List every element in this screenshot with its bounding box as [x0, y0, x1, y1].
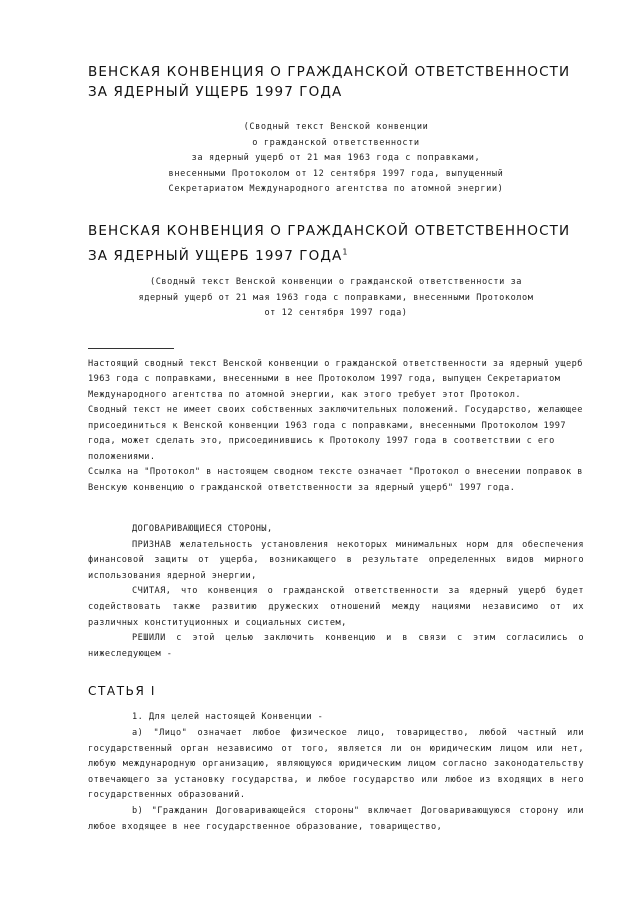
footnote-paragraph: Ссылка на "Протокол" в настоящем сводном тексте означает "Протокол о внесении поправок в Венскую конвенцию о гражданской ответственности за ядерный ущерб" 1997 года. [88, 467, 583, 493]
document-subtitle-line-4: внесенными Протоколом от 12 сентября 1997 года, выпущенный [168, 168, 504, 179]
document-title-line-2: ЗА ЯДЕРНЫЙ УЩЕРБ 1997 ГОДА [88, 84, 343, 100]
section-subtitle-line-2: ядерный ущерб от 21 мая 1963 года с поправками, внесенными Протоколом [138, 292, 534, 303]
footnote-paragraph: Сводный текст не имеет своих собственных заключительных положений. Государство, желающее присоединиться к Венской конвенции 1963 года с поправками, внесенными Протоколом 1997 года, может сделать это, присоединившись к Протоколу 1997 года в соответствии с его положениями. [88, 405, 583, 462]
document-subtitle-line-1: (Сводный текст Венской конвенции [243, 122, 429, 132]
document-subtitle-line-2: о гражданской ответственности [252, 137, 420, 148]
section-heading-line-1: ВЕНСКАЯ КОНВЕНЦИЯ О ГРАЖДАНСКОЙ ОТВЕТСТВЕННОСТИ [88, 222, 571, 239]
preamble-paragraph: ДОГОВАРИВАЮЩИЕСЯ СТОРОНЫ, [132, 524, 273, 534]
document-title-line-1: ВЕНСКАЯ КОНВЕНЦИЯ О ГРАЖДАНСКОЙ ОТВЕТСТВЕННОСТИ [88, 64, 571, 80]
preamble-paragraph: ПРИЗНАВ желательность установления некоторых минимальных норм для обеспечения финансовой защиты от ущерба, возникающего в результате определенных видов мирного использования ядерной энергии, [88, 539, 584, 581]
document-subtitle [88, 120, 584, 198]
footnote-paragraph: Настоящий сводный текст Венской конвенции о гражданской ответственности за ядерный ущерб 1963 года с поправками, внесенными в нее Протоколом 1997 года, выпущен Секретариатом Международного агентства по атомной энергии, как этого требует этот Протокол. [88, 358, 583, 400]
footnote-marker: 1 [342, 247, 348, 257]
preamble-paragraph: РЕШИЛИ с этой целью заключить конвенцию и в связи с этим согласились о нижеследующем - [88, 633, 584, 659]
document-subtitle-line-5: Секретариатом Международного агентства по атомной энергии) [168, 184, 504, 194]
document-subtitle-line-3: за ядерный ущерб от 21 мая 1963 года с поправками, [191, 153, 481, 163]
preamble-paragraph: СЧИТАЯ, что конвенция о гражданской ответственности за ядерный ущерб будет содействовать также развитию дружеских отношений между нациями независимо от их различных конституционных и социальных систем, [88, 586, 584, 628]
section-subtitle-line-3: от 12 сентября 1997 года) [264, 308, 408, 318]
section-heading-line-2-text: ЗА ЯДЕРНЫЙ УЩЕРБ 1997 ГОДА [88, 248, 343, 264]
preamble [88, 522, 584, 662]
section-heading [88, 220, 584, 268]
document-title [88, 62, 584, 102]
article-paragraph: a) "Лицо" означает любое физическое лицо, товарищество, любой частный или государственный орган независимо от того, является ли он юридическим лицом или нет, любую международную организацию, являющуюся юридическим лицом согласно законодательству отвечающего за установку государства, и любое государство или любое из входящих в него государственных образований. [88, 727, 584, 801]
section-subtitle [88, 275, 584, 322]
article-body [88, 710, 584, 835]
section-subtitle-line-1: (Сводный текст Венской конвенции о гражданской ответственности за [149, 277, 523, 287]
article-paragraph: b) "Гражданин Договаривающейся стороны" включает Договаривающуюся сторону или любое входящее в нее государственное образование, товарищество, [88, 805, 584, 832]
article-heading: СТАТЬЯ I [88, 684, 156, 699]
section-heading-line-2 [88, 248, 347, 264]
footnote-text [88, 357, 584, 497]
article-paragraph: 1. Для целей настоящей Конвенции - [132, 712, 324, 723]
footnote-divider [88, 348, 174, 349]
